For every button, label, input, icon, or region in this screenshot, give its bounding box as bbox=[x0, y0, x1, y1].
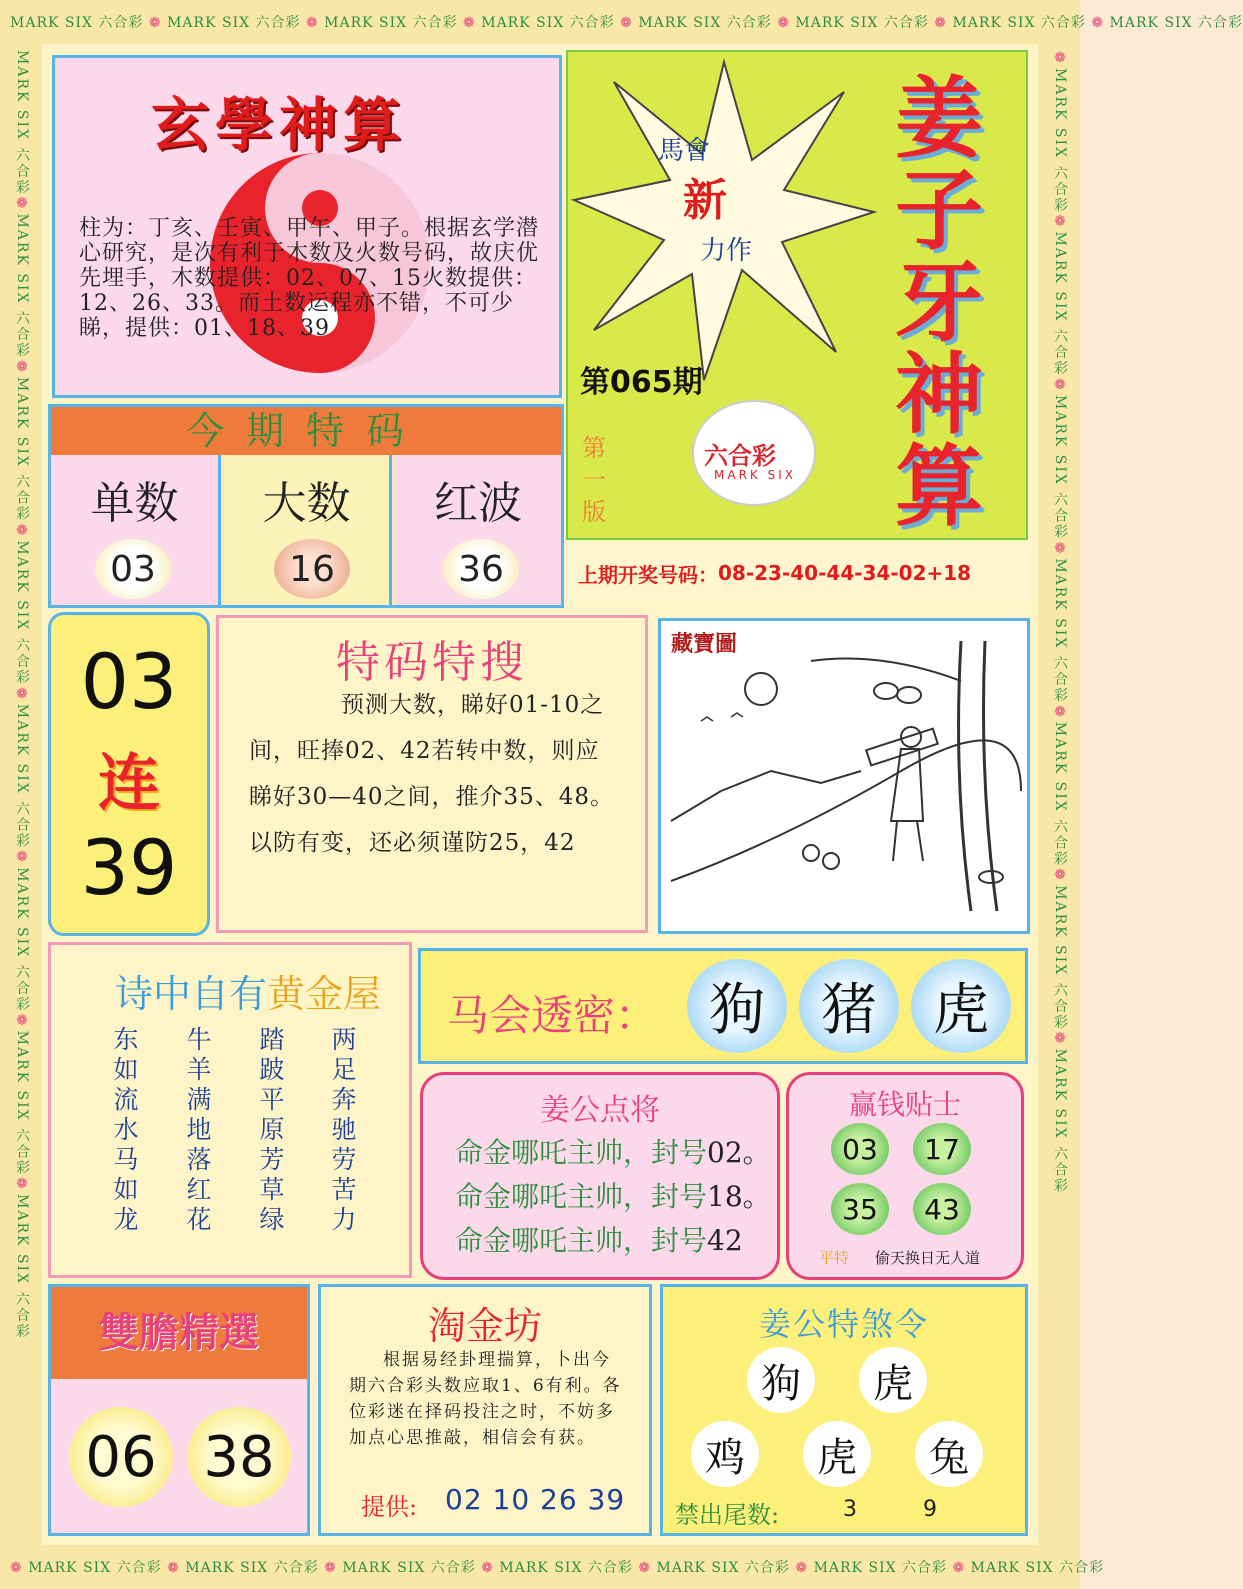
taojin-title: 淘金坊 bbox=[427, 1304, 542, 1348]
border-pattern-text: MARK SIX 六合彩 bbox=[14, 703, 30, 850]
border-pattern-text: MARK SIX 六合彩 bbox=[499, 1560, 633, 1576]
last-draw-numbers: 08-23-40-44-34-02+18 bbox=[718, 561, 972, 585]
border-pattern-text: MARK SIX 六合彩 bbox=[28, 1560, 162, 1576]
poem-char: 绿 bbox=[259, 1205, 285, 1234]
border-pattern-text: MARK SIX 六合彩 bbox=[970, 1560, 1105, 1576]
poem-char: 苦 bbox=[331, 1175, 357, 1204]
jianggong-line bbox=[455, 1219, 743, 1259]
lian-mid-char: 连 bbox=[97, 746, 160, 819]
search-panel bbox=[216, 615, 648, 933]
teshaling-panel bbox=[660, 1284, 1028, 1536]
shuang-number-ball: 06 bbox=[69, 1407, 173, 1507]
flower-icon: ❁ bbox=[167, 1560, 180, 1576]
poem-char: 满 bbox=[186, 1085, 212, 1114]
poem-column bbox=[184, 1025, 214, 1235]
flower-icon: ❁ bbox=[14, 522, 30, 541]
left-border bbox=[0, 44, 42, 1545]
poem-column bbox=[329, 1025, 359, 1235]
tips-title: 赢钱贴士 bbox=[848, 1088, 961, 1121]
jianggong-line bbox=[455, 1131, 771, 1171]
teshaling-tail-number: 3 bbox=[843, 1497, 857, 1522]
treasure-panel bbox=[658, 618, 1030, 934]
poem-char: 原 bbox=[259, 1115, 285, 1144]
tips-footer: 偷天换日无人道 bbox=[875, 1249, 981, 1267]
tips-number-ball: 43 bbox=[913, 1183, 971, 1235]
special-title: 今期特码 bbox=[51, 407, 561, 455]
jianggong-line-number: 42 bbox=[707, 1224, 743, 1257]
flower-icon: ❁ bbox=[14, 849, 30, 868]
border-pattern-text: MARK SIX 六合彩 bbox=[14, 867, 30, 1013]
border-pattern-text: MARK SIX 六合彩 bbox=[14, 1194, 30, 1340]
border-pattern-text: MARK SIX 六合彩 bbox=[14, 540, 30, 686]
flower-icon: ❁ bbox=[1052, 703, 1068, 722]
lian-panel bbox=[48, 612, 210, 936]
border-pattern-text: MARK SIX 六合彩 bbox=[638, 15, 772, 31]
flower-icon: ❁ bbox=[10, 1560, 23, 1576]
last-draw-label: 上期开奖号码： bbox=[578, 562, 718, 587]
mahui-panel bbox=[418, 948, 1028, 1064]
jianggong-title: 姜公点将 bbox=[540, 1093, 660, 1128]
poem-char: 力 bbox=[331, 1205, 357, 1234]
border-pattern-text: MARK SIX 六合彩 bbox=[14, 1030, 30, 1177]
poem-char: 羊 bbox=[186, 1055, 212, 1084]
taojin-panel bbox=[318, 1284, 652, 1536]
teshaling-zodiac-ball: 狗 bbox=[747, 1347, 815, 1413]
jianggong-line-text: 命金哪吒主帅，封号 bbox=[455, 1136, 708, 1169]
top-border bbox=[0, 0, 1243, 44]
shuang-number-ball: 38 bbox=[187, 1407, 291, 1507]
shuang-panel bbox=[48, 1284, 310, 1536]
flower-icon: ❁ bbox=[1091, 15, 1105, 31]
poem-title bbox=[115, 963, 381, 1018]
border-pattern-text: MARK SIX 六合彩 bbox=[813, 1560, 948, 1576]
border-pattern-text: MARK SIX 六合彩 bbox=[1052, 68, 1068, 214]
taojin-provide-label: 提供: bbox=[361, 1493, 418, 1521]
brand-char: 牙 bbox=[894, 250, 983, 354]
special-number-ball: 03 bbox=[95, 539, 171, 599]
poem-char: 踏 bbox=[259, 1025, 285, 1054]
flower-icon: ❁ bbox=[481, 1560, 494, 1576]
special-cell bbox=[395, 455, 561, 605]
teshaling-tail-label: 禁出尾数: bbox=[675, 1501, 780, 1529]
poem-char: 牛 bbox=[186, 1025, 212, 1054]
teshaling-zodiac-ball: 鸡 bbox=[691, 1421, 759, 1487]
special-cell-label: 单数 bbox=[90, 478, 179, 529]
mahui-label: 马会透密： bbox=[447, 991, 658, 1040]
poem-char: 足 bbox=[331, 1055, 357, 1084]
border-pattern-text: MARK SIX 六合彩 bbox=[185, 1560, 319, 1576]
flower-icon: ❁ bbox=[934, 15, 948, 31]
poem-char: 马 bbox=[113, 1145, 139, 1174]
xuanxue-title: 玄學神算 bbox=[151, 91, 408, 159]
flower-icon: ❁ bbox=[14, 195, 30, 214]
xuanxue-panel bbox=[52, 55, 562, 398]
poem-char: 东 bbox=[113, 1025, 139, 1054]
border-pattern-text: MARK SIX 六合彩 bbox=[1109, 15, 1243, 31]
tips-panel bbox=[786, 1072, 1024, 1280]
jianggong-line-text: 命金哪吒主帅，封号 bbox=[455, 1180, 708, 1213]
mark-six-logo bbox=[692, 400, 816, 506]
special-panel bbox=[48, 404, 564, 608]
poem-title-part-b: 黄金屋 bbox=[267, 972, 382, 1016]
treasure-title: 藏寶圖 bbox=[671, 631, 738, 657]
shuang-title: 雙膽精選 bbox=[51, 1287, 307, 1379]
tips-number-ball: 03 bbox=[831, 1123, 889, 1175]
flower-icon: ❁ bbox=[777, 15, 790, 31]
special-cell-label: 红波 bbox=[434, 478, 522, 529]
flower-icon: ❁ bbox=[1052, 213, 1068, 232]
poem-char: 地 bbox=[186, 1115, 212, 1144]
flower-icon: ❁ bbox=[638, 1560, 652, 1576]
issue-number: 第065期 bbox=[580, 365, 703, 400]
poem-char: 花 bbox=[186, 1205, 212, 1234]
border-pattern-text: MARK SIX 六合彩 bbox=[1052, 231, 1068, 377]
brand-char: 神 bbox=[894, 342, 983, 446]
border-pattern-text: MARK SIX 六合彩 bbox=[1052, 885, 1068, 1031]
flower-icon: ❁ bbox=[952, 1560, 966, 1576]
edition-label: 第一版 bbox=[582, 434, 606, 526]
poem-char: 如 bbox=[113, 1055, 139, 1084]
tips-footer-tag: 平特 bbox=[819, 1249, 850, 1267]
mahui-zodiac-ball: 狗 bbox=[687, 959, 787, 1053]
tips-number-ball: 35 bbox=[831, 1183, 889, 1235]
flower-icon: ❁ bbox=[14, 358, 30, 377]
poem-char: 龙 bbox=[113, 1205, 139, 1234]
special-number-ball: 16 bbox=[274, 539, 350, 599]
teshaling-zodiac-ball: 兔 bbox=[915, 1421, 983, 1487]
flower-icon: ❁ bbox=[1052, 1030, 1068, 1049]
star-line3: 力作 bbox=[700, 236, 753, 266]
poem-title-part-a: 诗中自有 bbox=[115, 972, 268, 1016]
special-cell bbox=[224, 455, 392, 605]
poem-column bbox=[257, 1025, 287, 1235]
border-pattern-text: MARK SIX 六合彩 bbox=[952, 15, 1086, 31]
border-pattern-text: MARK SIX 六合彩 bbox=[1052, 558, 1068, 704]
poem-char: 跛 bbox=[259, 1055, 285, 1084]
border-pattern-text: MARK SIX 六合彩 bbox=[656, 1560, 790, 1576]
flower-icon: ❁ bbox=[1052, 867, 1068, 886]
poem-char: 草 bbox=[259, 1175, 285, 1204]
brand-char: 子 bbox=[894, 158, 983, 262]
right-border bbox=[1038, 44, 1080, 1545]
border-pattern-text: MARK SIX 六合彩 bbox=[14, 376, 30, 523]
brand-title bbox=[864, 66, 1014, 538]
jianggong-line-number: 18。 bbox=[707, 1180, 771, 1213]
logo-text: 六合彩 bbox=[704, 442, 776, 470]
poem-char: 劳 bbox=[331, 1145, 357, 1174]
special-cell-label: 大数 bbox=[262, 478, 351, 529]
poem-char: 流 bbox=[113, 1085, 139, 1114]
jianggong-line bbox=[455, 1175, 771, 1215]
poem-char: 芳 bbox=[259, 1145, 285, 1174]
poem-char: 奔 bbox=[331, 1085, 357, 1114]
header-panel bbox=[566, 50, 1028, 540]
mahui-zodiac-ball: 虎 bbox=[911, 959, 1011, 1053]
teshaling-zodiac-ball: 虎 bbox=[859, 1347, 927, 1413]
border-pattern-text: MARK SIX 六合彩 bbox=[10, 15, 144, 31]
border-pattern-text: MARK SIX 六合彩 bbox=[795, 15, 929, 31]
jianggong-panel bbox=[420, 1072, 780, 1280]
tips-number-ball: 17 bbox=[913, 1123, 971, 1175]
border-pattern-text: MARK SIX 六合彩 bbox=[342, 1560, 476, 1576]
border-pattern-text: MARK SIX 六合彩 bbox=[14, 213, 30, 359]
poem-column bbox=[111, 1025, 141, 1235]
border-pattern-text: MARK SIX 六合彩 bbox=[324, 15, 458, 31]
bottom-border bbox=[0, 1545, 1105, 1589]
flower-icon: ❁ bbox=[324, 1560, 337, 1576]
poem-char: 平 bbox=[259, 1085, 285, 1114]
logo-subtext: MARK SIX bbox=[714, 468, 796, 482]
border-pattern-text: MARK SIX 六合彩 bbox=[1052, 394, 1068, 541]
flower-icon: ❁ bbox=[14, 1176, 30, 1195]
border-pattern-text: MARK SIX 六合彩 bbox=[481, 15, 615, 31]
poem-char: 红 bbox=[186, 1175, 212, 1204]
brand-char: 姜 bbox=[894, 66, 983, 170]
teshaling-title: 姜公特煞令 bbox=[758, 1305, 929, 1343]
taojin-text: 根据易经卦理揣算，卜出今期六合彩头数应取1、6有利。各位彩迷在择码投注之时，不妨多加点心思推敲，相信会有获。 bbox=[349, 1350, 622, 1448]
flower-icon: ❁ bbox=[620, 15, 633, 31]
poem-char: 两 bbox=[331, 1025, 357, 1054]
flower-icon: ❁ bbox=[305, 15, 319, 31]
poem-char: 水 bbox=[113, 1115, 139, 1144]
border-pattern-text: MARK SIX 六合彩 bbox=[1052, 1048, 1068, 1195]
poem-panel bbox=[48, 942, 412, 1278]
star-line1: 馬會 bbox=[658, 136, 711, 166]
flower-icon: ❁ bbox=[14, 1012, 30, 1031]
xuanxue-text: 柱为：丁亥、壬寅、甲午、甲子。根据玄学潜心研究，是次有利于木数及火数号码，故庆优先埋手，木数提供：02、07、15火数提供：12、26、33。而土数运程亦不错，不可少睇，提供：01、18、39 bbox=[79, 216, 540, 341]
flower-icon: ❁ bbox=[148, 15, 162, 31]
border-pattern-text: MARK SIX 六合彩 bbox=[14, 50, 30, 196]
treasure-illustration bbox=[661, 621, 1027, 931]
flower-icon: ❁ bbox=[795, 1560, 809, 1576]
last-draw-bar bbox=[566, 545, 1028, 601]
flower-icon: ❁ bbox=[1052, 50, 1068, 68]
flower-icon: ❁ bbox=[1052, 540, 1068, 559]
flower-icon: ❁ bbox=[14, 685, 30, 704]
poem-char: 落 bbox=[186, 1145, 212, 1174]
poem-char: 如 bbox=[113, 1175, 139, 1204]
flower-icon: ❁ bbox=[463, 15, 476, 31]
jianggong-line-text: 命金哪吒主帅，封号 bbox=[455, 1224, 708, 1257]
search-text: 预测大数，睇好01-10之间，旺捧02、42若转中数，则应睇好30—40之间，推介35、48。以防有变，还必须谨防25，42 bbox=[249, 692, 615, 856]
jianggong-line-number: 02。 bbox=[707, 1136, 771, 1169]
taojin-provide-numbers: 02 10 26 39 bbox=[445, 1483, 626, 1516]
flower-icon: ❁ bbox=[1052, 376, 1068, 395]
lian-top-number: 03 bbox=[80, 637, 178, 726]
poem-char: 驰 bbox=[331, 1115, 357, 1144]
teshaling-zodiac-ball: 虎 bbox=[803, 1421, 871, 1487]
border-pattern-text: MARK SIX 六合彩 bbox=[167, 15, 301, 31]
search-title: 特码特搜 bbox=[336, 637, 528, 688]
mahui-zodiac-ball: 猪 bbox=[799, 959, 899, 1053]
teshaling-tail-number: 9 bbox=[923, 1497, 937, 1522]
special-number-ball: 36 bbox=[443, 539, 519, 599]
lian-bottom-number: 39 bbox=[80, 823, 178, 912]
brand-char: 算 bbox=[894, 434, 983, 538]
border-pattern-text: MARK SIX 六合彩 bbox=[1052, 721, 1068, 868]
special-cell bbox=[51, 455, 221, 605]
star-line2: 新 bbox=[683, 175, 727, 226]
